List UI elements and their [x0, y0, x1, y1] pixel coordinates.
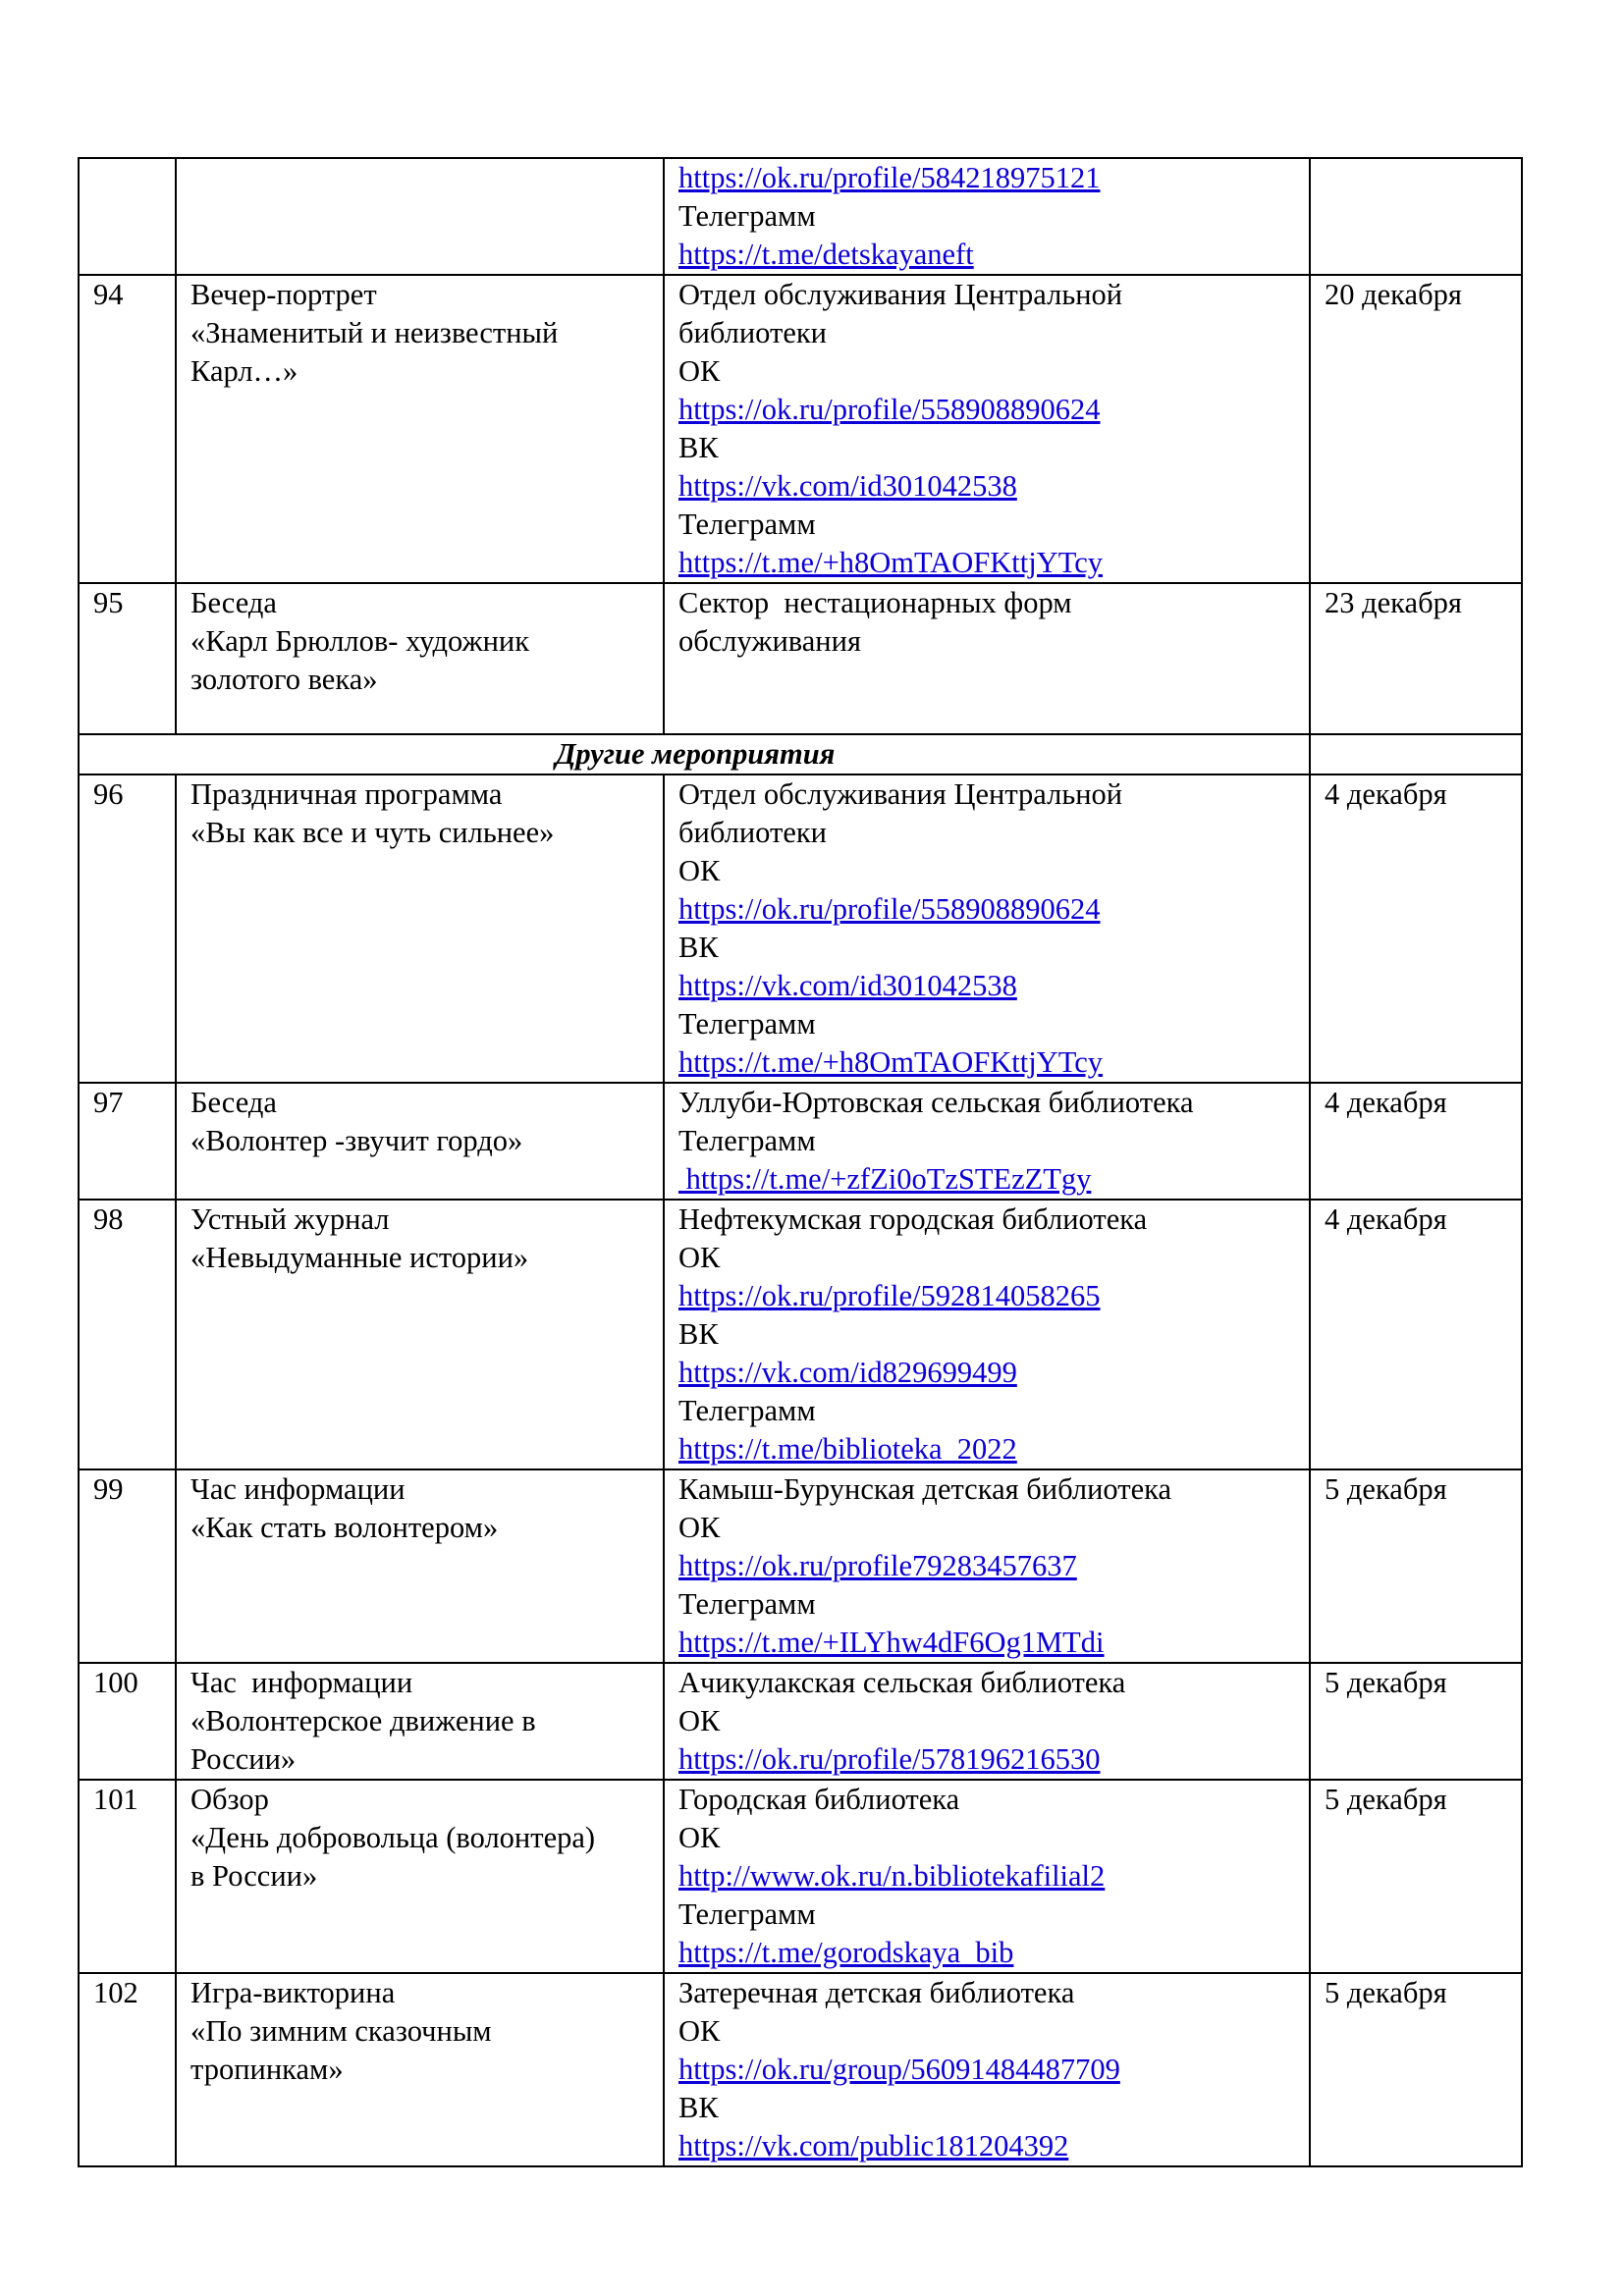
- events-table: [78, 157, 1523, 2167]
- telegram-label: Телеграмм: [678, 1587, 816, 1621]
- table-row: [79, 1780, 1522, 1973]
- telegram-link[interactable]: https://t.me/biblioteka_2022: [678, 1432, 1017, 1466]
- ok-label: ОК: [678, 1241, 721, 1274]
- telegram-label: Телеграмм: [678, 1007, 816, 1041]
- event-date: 23 декабря: [1325, 586, 1462, 619]
- ok-label: ОК: [678, 1511, 721, 1544]
- ok-link[interactable]: https://ok.ru/profile/578196216530: [678, 1742, 1101, 1776]
- event-title-line: тропинкам»: [190, 2053, 344, 2086]
- table-row: [79, 1083, 1522, 1200]
- event-title-line: «Невыдуманные истории»: [190, 1241, 529, 1274]
- event-type: Час информации: [190, 1666, 413, 1699]
- event-date: 20 декабря: [1325, 278, 1462, 311]
- vk-label: ВК: [678, 931, 719, 964]
- row-number: 101: [93, 1783, 138, 1816]
- vk-link[interactable]: https://vk.com/id301042538: [678, 469, 1017, 503]
- event-date: 5 декабря: [1325, 1666, 1447, 1699]
- event-title-line: в России»: [190, 1859, 318, 1893]
- vk-label: ВК: [678, 2091, 719, 2124]
- place-name: Отдел обслуживания Центральной: [678, 278, 1123, 311]
- row-number: 100: [93, 1666, 138, 1699]
- event-title-line: «Волонтер -звучит гордо»: [190, 1124, 523, 1157]
- event-type: Беседа: [190, 586, 277, 619]
- vk-link[interactable]: https://vk.com/id829699499: [678, 1356, 1017, 1389]
- table-row: [79, 1973, 1522, 2166]
- row-number: 99: [93, 1472, 124, 1506]
- table-row: [79, 583, 1522, 734]
- telegram-label: Телеграмм: [678, 507, 816, 541]
- telegram-label: Телеграмм: [678, 1897, 816, 1931]
- table-row: [79, 275, 1522, 583]
- event-type: Обзор: [190, 1783, 269, 1816]
- event-type: Час информации: [190, 1472, 406, 1506]
- event-type: Беседа: [190, 1086, 277, 1119]
- event-title-line: «Как стать волонтером»: [190, 1511, 499, 1544]
- telegram-link[interactable]: https://t.me/+h8OmTAOFKttjYTcy: [678, 546, 1103, 579]
- telegram-link[interactable]: https://t.me/+ILYhw4dF6Og1MTdi: [678, 1626, 1105, 1659]
- event-title-line: Карл…»: [190, 354, 298, 388]
- event-type: Игра-викторина: [190, 1976, 396, 2009]
- telegram-link[interactable]: https://t.me/+zfZi0oTzSTEzZTgy: [678, 1162, 1092, 1196]
- event-title-line: России»: [190, 1742, 297, 1776]
- vk-label: ВК: [678, 431, 719, 464]
- telegram-link[interactable]: https://t.me/detskayaneft: [678, 238, 974, 271]
- row-number: 96: [93, 777, 124, 811]
- event-title-line: «По зимним сказочным: [190, 2014, 492, 2048]
- vk-link[interactable]: https://vk.com/public181204392: [678, 2129, 1069, 2163]
- event-title-line: «Волонтерское движение в: [190, 1704, 536, 1737]
- event-title-line: «День добровольца (волонтера): [190, 1821, 596, 1854]
- event-date: [1310, 158, 1522, 275]
- row-number: 97: [93, 1086, 124, 1119]
- ok-label: ОК: [678, 854, 721, 887]
- event-type: Вечер-портрет: [190, 278, 377, 311]
- event-date: 4 декабря: [1325, 777, 1447, 811]
- event-title-line: «Карл Брюллов- художник: [190, 624, 530, 658]
- ok-label: ОК: [678, 354, 721, 388]
- place-name: Отдел обслуживания Центральной: [678, 777, 1123, 811]
- ok-label: ОК: [678, 2014, 721, 2048]
- ok-label: ОК: [678, 1821, 721, 1854]
- event-date: 5 декабря: [1325, 1976, 1447, 2009]
- telegram-link[interactable]: https://t.me/gorodskaya_bib: [678, 1936, 1014, 1969]
- table-row: [79, 1663, 1522, 1780]
- event-title: [176, 158, 664, 275]
- place-name: библиотеки: [678, 816, 827, 849]
- row-number: 95: [93, 586, 124, 619]
- row-number: 98: [93, 1202, 124, 1236]
- place-name: Уллуби-Юртовская сельская библиотека: [678, 1086, 1194, 1119]
- place-name: Затеречная детская библиотека: [678, 1976, 1075, 2009]
- section-date-cell: [1310, 734, 1522, 774]
- section-row: [79, 734, 1522, 774]
- place-name: Городская библиотека: [678, 1783, 960, 1816]
- telegram-label: Телеграмм: [678, 1124, 816, 1157]
- section-title: Другие мероприятия: [79, 734, 1310, 774]
- event-type: Праздничная программа: [190, 777, 503, 811]
- event-title-line: золотого века»: [190, 663, 378, 696]
- table-row: [79, 774, 1522, 1083]
- ok-label: ОК: [678, 1704, 721, 1737]
- ok-link[interactable]: https://ok.ru/profile79283457637: [678, 1549, 1077, 1582]
- event-date: 5 декабря: [1325, 1472, 1447, 1506]
- ok-link[interactable]: http://www.ok.ru/n.bibliotekafilial2: [678, 1859, 1106, 1893]
- table-row: [79, 158, 1522, 275]
- ok-link[interactable]: https://ok.ru/profile/558908890624: [678, 393, 1101, 426]
- place-name: Камыш-Бурунская детская библиотека: [678, 1472, 1172, 1506]
- row-number: [79, 158, 176, 275]
- place-name: обслуживания: [678, 624, 861, 658]
- table-row: [79, 1200, 1522, 1469]
- event-type: Устный журнал: [190, 1202, 390, 1236]
- telegram-label: Телеграмм: [678, 1394, 816, 1427]
- telegram-link[interactable]: https://t.me/+h8OmTAOFKttjYTcy: [678, 1045, 1103, 1079]
- table-row: [79, 1469, 1522, 1663]
- ok-link[interactable]: https://ok.ru/profile/584218975121: [678, 161, 1101, 194]
- event-date: 5 декабря: [1325, 1783, 1447, 1816]
- ok-link[interactable]: https://ok.ru/profile/558908890624: [678, 892, 1101, 926]
- telegram-label: Телеграмм: [678, 199, 816, 233]
- place-name: библиотеки: [678, 316, 827, 349]
- ok-link[interactable]: https://ok.ru/profile/592814058265: [678, 1279, 1101, 1312]
- event-date: 4 декабря: [1325, 1086, 1447, 1119]
- place-name: Нефтекумская городская библиотека: [678, 1202, 1148, 1236]
- event-title-line: «Знаменитый и неизвестный: [190, 316, 559, 349]
- place-name: Ачикулакская сельская библиотека: [678, 1666, 1126, 1699]
- vk-label: ВК: [678, 1317, 719, 1351]
- row-number: 94: [93, 278, 124, 311]
- place-name: Сектор нестационарных форм: [678, 586, 1072, 619]
- event-date: 4 декабря: [1325, 1202, 1447, 1236]
- ok-link[interactable]: https://ok.ru/group/56091484487709: [678, 2053, 1120, 2086]
- event-title-line: «Вы как все и чуть сильнее»: [190, 816, 555, 849]
- event-place: [664, 158, 1310, 275]
- row-number: 102: [93, 1976, 138, 2009]
- vk-link[interactable]: https://vk.com/id301042538: [678, 969, 1017, 1002]
